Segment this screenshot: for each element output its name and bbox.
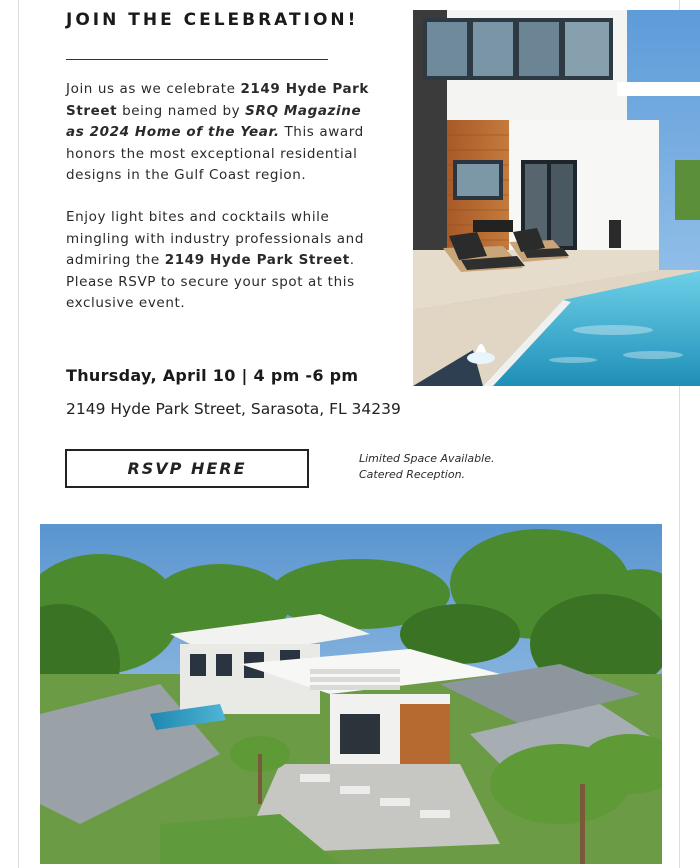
section-heading: JOIN THE CELEBRATION! bbox=[66, 10, 359, 30]
event-address: 2149 Hyde Park Street, Sarasota, FL 34239 bbox=[66, 400, 401, 418]
intro-paragraph: Join us as we celebrate 2149 Hyde Park Street being named by SRQ Magazine as 2024 Home of the Year. This award honors the most exceptional residential designs in the Gulf Coast region. bbox=[66, 81, 370, 183]
property-name-2: 2149 Hyde Park Street bbox=[164, 252, 350, 268]
details-paragraph: Enjoy light bites and cocktails while mingling with industry professionals and admiring the 2149 Hyde Park Street. Please RSVP to secure your spot at this exclusive event. bbox=[66, 209, 364, 311]
aerial-house-photo bbox=[40, 524, 662, 864]
event-note: Limited Space Available. Catered Reception. bbox=[359, 452, 495, 481]
aerial-house-illustration bbox=[40, 524, 662, 864]
rsvp-button[interactable]: RSVP HERE bbox=[65, 449, 309, 488]
event-date: Thursday, April 10 | 4 pm -6 pm bbox=[66, 366, 359, 385]
property-name: 2149 Hyde Park Street bbox=[66, 81, 370, 119]
house-pool-illustration bbox=[413, 10, 700, 386]
heading-divider bbox=[66, 59, 328, 60]
house-pool-photo bbox=[413, 10, 700, 386]
award-title: SRQ Magazine as 2024 Home of the Year. bbox=[66, 102, 362, 140]
